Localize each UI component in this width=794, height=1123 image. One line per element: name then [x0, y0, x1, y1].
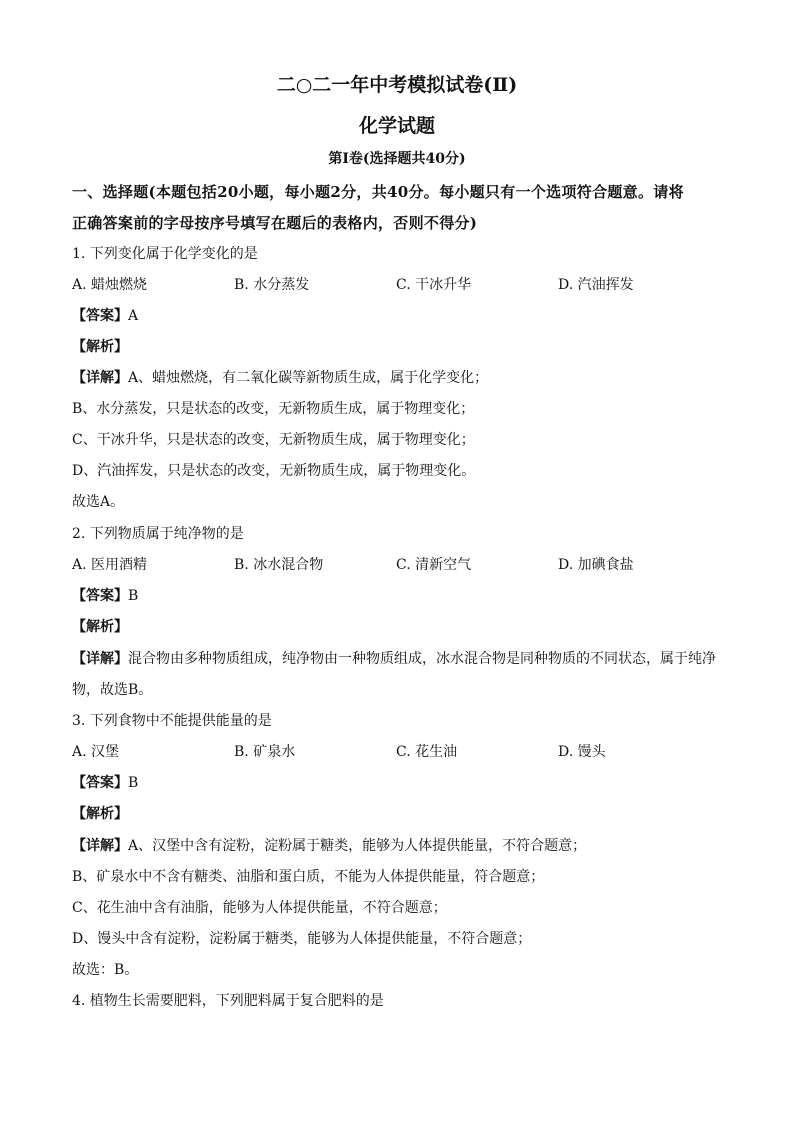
q3-detail-line4: D、馒头中含有淀粉，淀粉属于糖类，能够为人体提供能量，不符合题意； [72, 931, 532, 947]
q3-detail-line2: B、矿泉水中不含有糖类、油脂和蛋白质，不能为人体提供能量，符合题意； [72, 869, 545, 885]
q1-option-b: B. 水分蒸发 [234, 277, 310, 293]
q2-option-b: B. 冰水混合物 [234, 557, 324, 573]
q3-detail-line1 [72, 837, 586, 855]
q2-detail-line2: 物，故选B。 [72, 682, 153, 698]
q3-option-a: A. 汉堡 [72, 744, 120, 760]
q3-answer [72, 774, 138, 792]
q2-option-a: A. 医用酒精 [72, 557, 148, 573]
q1-detail-line1 [72, 369, 488, 387]
q1-analysis-label: 【解析】 [72, 339, 128, 355]
q3-answer-value: B [128, 775, 139, 791]
q1-answer-value: A [128, 308, 139, 324]
q3-option-c: C. 花生油 [396, 744, 458, 760]
q3-option-b: B. 矿泉水 [234, 744, 296, 760]
section-instruction-line1: 一、选择题(本题包括20小题，每小题2分，共40分。每小题只有一个选项符合题意。请将 [72, 183, 684, 201]
answer-label: 【答案】 [72, 588, 128, 604]
q3-analysis-label: 【解析】 [72, 806, 128, 822]
detail-label: 【详解】 [72, 651, 128, 667]
q3-conclusion: 故选：B。 [72, 962, 139, 978]
volume-heading: 第Ⅰ卷(选择题共40分) [328, 151, 466, 167]
q1-detail-line3: C、干冰升华，只是状态的改变，无新物质生成，属于物理变化； [72, 432, 475, 448]
q2-detail-line1 [72, 650, 716, 668]
answer-label: 【答案】 [72, 308, 128, 324]
q2-answer [72, 587, 138, 605]
q1-conclusion: 故选A。 [72, 494, 125, 510]
q3-stem: 3. 下列食物中不能提供能量的是 [72, 713, 272, 729]
subject-title: 化学试题 [358, 115, 435, 137]
q1-answer [72, 307, 138, 325]
q2-option-c: C. 清新空气 [396, 557, 472, 573]
q1-detail-line2: B、水分蒸发，只是状态的改变，无新物质生成，属于物理变化； [72, 401, 475, 417]
q3-detail-text: A、汉堡中含有淀粉，淀粉属于糖类，能够为人体提供能量，不符合题意； [128, 838, 587, 854]
q1-detail-text: A、蜡烛燃烧，有二氧化碳等新物质生成，属于化学变化； [128, 370, 489, 386]
q1-option-c: C. 干冰升华 [396, 277, 472, 293]
detail-label: 【详解】 [72, 838, 128, 854]
answer-label: 【答案】 [72, 775, 128, 791]
q2-analysis-label: 【解析】 [72, 619, 128, 635]
detail-label: 【详解】 [72, 370, 128, 386]
q2-detail-text: 混合物由多种物质组成，纯净物由一种物质组成，冰水混合物是同种物质的不同状态，属于纯净 [128, 651, 716, 667]
section-instruction-line2: 正确答案前的字母按序号填写在题后的表格内，否则不得分) [72, 214, 478, 232]
q2-option-d: D. 加碘食盐 [558, 557, 634, 573]
q3-detail-line3: C、花生油中含有油脂，能够为人体提供能量，不符合题意； [72, 900, 447, 916]
q1-option-d: D. 汽油挥发 [558, 277, 634, 293]
q1-stem: 1. 下列变化属于化学变化的是 [72, 246, 258, 262]
q4-stem: 4. 植物生长需要肥料，下列肥料属于复合肥料的是 [72, 993, 384, 1009]
q1-detail-line4: D、汽油挥发，只是状态的改变，无新物质生成，属于物理变化。 [72, 463, 476, 479]
q3-option-d: D. 馒头 [558, 744, 606, 760]
q2-answer-value: B [128, 588, 139, 604]
q2-stem: 2. 下列物质属于纯净物的是 [72, 526, 244, 542]
exam-title: 二○二一年中考模拟试卷(Ⅱ) [276, 74, 518, 96]
q1-option-a: A. 蜡烛燃烧 [72, 277, 148, 293]
